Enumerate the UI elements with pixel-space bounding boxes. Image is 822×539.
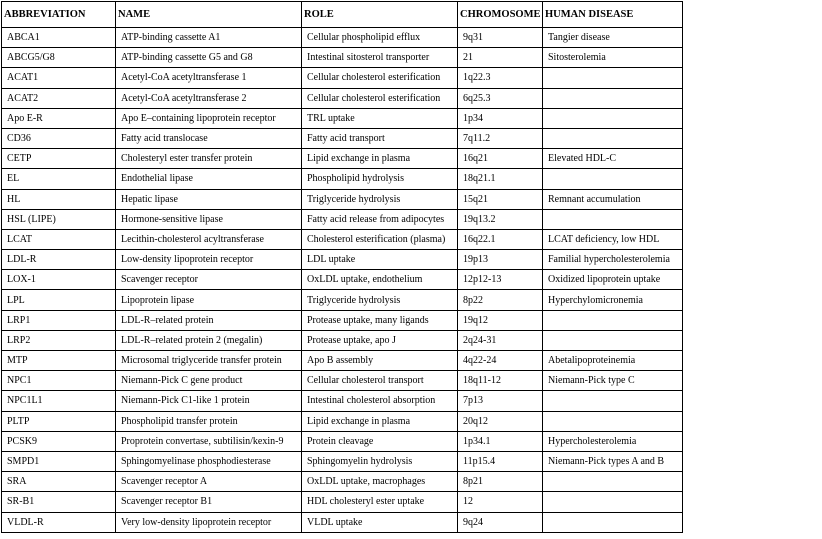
chromosome-cell: 16q22.1 — [458, 229, 543, 249]
table-row — [2, 250, 683, 270]
name-cell: Microsomal triglyceride transfer protein — [116, 351, 302, 371]
abbreviation-cell: HSL (LIPE) — [2, 209, 116, 229]
abbreviation-cell: LPL — [2, 290, 116, 310]
name-cell: LDL-R–related protein 2 (megalin) — [116, 330, 302, 350]
abbreviation-cell: CD36 — [2, 128, 116, 148]
abbreviation-cell: NPC1 — [2, 371, 116, 391]
disease-cell: Abetalipoproteinemia — [543, 351, 683, 371]
disease-cell — [543, 492, 683, 512]
abbreviation-cell: HL — [2, 189, 116, 209]
disease-cell — [543, 108, 683, 128]
name-cell: Apo E–containing lipoprotein receptor — [116, 108, 302, 128]
chromosome-cell: 8p21 — [458, 472, 543, 492]
name-cell: Fatty acid translocase — [116, 128, 302, 148]
disease-cell: Hyperchylomicronemia — [543, 290, 683, 310]
disease-cell: Familial hypercholesterolemia — [543, 250, 683, 270]
table-row — [2, 68, 683, 88]
header-row — [2, 2, 683, 28]
table-row — [2, 330, 683, 350]
role-cell: Cholesterol esterification (plasma) — [302, 229, 458, 249]
role-cell: OxLDL uptake, endothelium — [302, 270, 458, 290]
role-cell: HDL cholesteryl ester uptake — [302, 492, 458, 512]
chromosome-cell: 7p13 — [458, 391, 543, 411]
disease-cell — [543, 411, 683, 431]
abbreviation-cell: LOX-1 — [2, 270, 116, 290]
name-cell: Niemann-Pick C1-like 1 protein — [116, 391, 302, 411]
role-cell: Phospholipid hydrolysis — [302, 169, 458, 189]
abbreviation-cell: ACAT1 — [2, 68, 116, 88]
name-cell: Endothelial lipase — [116, 169, 302, 189]
chromosome-cell: 19p13 — [458, 250, 543, 270]
disease-cell: Elevated HDL-C — [543, 149, 683, 169]
role-cell: Cellular phospholipid efflux — [302, 28, 458, 48]
header-name: NAME — [116, 2, 302, 28]
chromosome-cell: 1p34.1 — [458, 431, 543, 451]
role-cell: Apo B assembly — [302, 351, 458, 371]
header-abbreviation: ABBREVIATION — [2, 2, 116, 28]
chromosome-cell: 20q12 — [458, 411, 543, 431]
chromosome-cell: 1p34 — [458, 108, 543, 128]
role-cell: Sphingomyelin hydrolysis — [302, 451, 458, 471]
chromosome-cell: 7q11.2 — [458, 128, 543, 148]
table-row — [2, 108, 683, 128]
abbreviation-cell: LDL-R — [2, 250, 116, 270]
table-row — [2, 290, 683, 310]
name-cell: ATP-binding cassette G5 and G8 — [116, 48, 302, 68]
role-cell: Lipid exchange in plasma — [302, 411, 458, 431]
chromosome-cell: 12 — [458, 492, 543, 512]
disease-cell: Niemann-Pick type C — [543, 371, 683, 391]
chromosome-cell: 8p22 — [458, 290, 543, 310]
table-row — [2, 229, 683, 249]
role-cell: VLDL uptake — [302, 512, 458, 532]
disease-cell — [543, 169, 683, 189]
role-cell: Fatty acid release from adipocytes — [302, 209, 458, 229]
disease-cell — [543, 391, 683, 411]
table-row — [2, 209, 683, 229]
name-cell: Very low-density lipoprotein receptor — [116, 512, 302, 532]
name-cell: Phospholipid transfer protein — [116, 411, 302, 431]
table-row — [2, 88, 683, 108]
name-cell: Sphingomyelinase phosphodiesterase — [116, 451, 302, 471]
table-row — [2, 411, 683, 431]
disease-cell — [543, 330, 683, 350]
role-cell: Lipid exchange in plasma — [302, 149, 458, 169]
role-cell: Cellular cholesterol esterification — [302, 88, 458, 108]
name-cell: Scavenger receptor B1 — [116, 492, 302, 512]
role-cell: Fatty acid transport — [302, 128, 458, 148]
role-cell: LDL uptake — [302, 250, 458, 270]
table-row — [2, 28, 683, 48]
chromosome-cell: 11p15.4 — [458, 451, 543, 471]
abbreviation-cell: Apo E-R — [2, 108, 116, 128]
table-row — [2, 128, 683, 148]
abbreviation-cell: ACAT2 — [2, 88, 116, 108]
role-cell: Triglyceride hydrolysis — [302, 290, 458, 310]
table-row — [2, 391, 683, 411]
name-cell: Hormone-sensitive lipase — [116, 209, 302, 229]
abbreviation-cell: PLTP — [2, 411, 116, 431]
table-row — [2, 472, 683, 492]
chromosome-cell: 19q12 — [458, 310, 543, 330]
table-row — [2, 48, 683, 68]
role-cell: Intestinal sitosterol transporter — [302, 48, 458, 68]
table-row — [2, 270, 683, 290]
header-human-disease: HUMAN DISEASE — [543, 2, 683, 28]
abbreviation-cell: ABCG5/G8 — [2, 48, 116, 68]
chromosome-cell: 16q21 — [458, 149, 543, 169]
chromosome-cell: 1q22.3 — [458, 68, 543, 88]
chromosome-cell: 18q21.1 — [458, 169, 543, 189]
role-cell: Cellular cholesterol transport — [302, 371, 458, 391]
table-row — [2, 431, 683, 451]
abbreviation-cell: LRP2 — [2, 330, 116, 350]
table-row — [2, 492, 683, 512]
table-row — [2, 451, 683, 471]
abbreviation-cell: LRP1 — [2, 310, 116, 330]
disease-cell — [543, 209, 683, 229]
table-header — [2, 2, 683, 28]
name-cell: Cholesteryl ester transfer protein — [116, 149, 302, 169]
abbreviation-cell: NPC1L1 — [2, 391, 116, 411]
role-cell: Protein cleavage — [302, 431, 458, 451]
abbreviation-cell: SRA — [2, 472, 116, 492]
role-cell: Intestinal cholesterol absorption — [302, 391, 458, 411]
name-cell: Scavenger receptor — [116, 270, 302, 290]
role-cell: TRL uptake — [302, 108, 458, 128]
lipid-gene-table — [1, 1, 683, 533]
header-chromosome: CHROMOSOME — [458, 2, 543, 28]
chromosome-cell: 12p12-13 — [458, 270, 543, 290]
table-row — [2, 310, 683, 330]
disease-cell — [543, 310, 683, 330]
role-cell: Protease uptake, apo J — [302, 330, 458, 350]
chromosome-cell: 2q24-31 — [458, 330, 543, 350]
name-cell: ATP-binding cassette A1 — [116, 28, 302, 48]
abbreviation-cell: PCSK9 — [2, 431, 116, 451]
table-row — [2, 169, 683, 189]
role-cell: OxLDL uptake, macrophages — [302, 472, 458, 492]
table-row — [2, 351, 683, 371]
abbreviation-cell: EL — [2, 169, 116, 189]
table-body — [2, 28, 683, 533]
name-cell: Low-density lipoprotein receptor — [116, 250, 302, 270]
disease-cell — [543, 472, 683, 492]
disease-cell: Oxidized lipoprotein uptake — [543, 270, 683, 290]
disease-cell: Remnant accumulation — [543, 189, 683, 209]
name-cell: Niemann-Pick C gene product — [116, 371, 302, 391]
chromosome-cell: 21 — [458, 48, 543, 68]
name-cell: LDL-R–related protein — [116, 310, 302, 330]
disease-cell: Sitosterolemia — [543, 48, 683, 68]
abbreviation-cell: LCAT — [2, 229, 116, 249]
disease-cell — [543, 68, 683, 88]
abbreviation-cell: ABCA1 — [2, 28, 116, 48]
chromosome-cell: 9q24 — [458, 512, 543, 532]
disease-cell — [543, 512, 683, 532]
name-cell: Acetyl-CoA acetyltransferase 1 — [116, 68, 302, 88]
abbreviation-cell: CETP — [2, 149, 116, 169]
name-cell: Scavenger receptor A — [116, 472, 302, 492]
table-row — [2, 371, 683, 391]
disease-cell: Tangier disease — [543, 28, 683, 48]
table-row — [2, 189, 683, 209]
name-cell: Lecithin-cholesterol acyltransferase — [116, 229, 302, 249]
table-row — [2, 512, 683, 532]
disease-cell: Hypercholesterolemia — [543, 431, 683, 451]
chromosome-cell: 19q13.2 — [458, 209, 543, 229]
disease-cell — [543, 128, 683, 148]
name-cell: Proprotein convertase, subtilisin/kexin-9 — [116, 431, 302, 451]
disease-cell — [543, 88, 683, 108]
disease-cell: Niemann-Pick types A and B — [543, 451, 683, 471]
name-cell: Lipoprotein lipase — [116, 290, 302, 310]
abbreviation-cell: VLDL-R — [2, 512, 116, 532]
disease-cell: LCAT deficiency, low HDL — [543, 229, 683, 249]
role-cell: Triglyceride hydrolysis — [302, 189, 458, 209]
chromosome-cell: 9q31 — [458, 28, 543, 48]
role-cell: Protease uptake, many ligands — [302, 310, 458, 330]
table-row — [2, 149, 683, 169]
abbreviation-cell: MTP — [2, 351, 116, 371]
chromosome-cell: 18q11-12 — [458, 371, 543, 391]
name-cell: Hepatic lipase — [116, 189, 302, 209]
abbreviation-cell: SMPD1 — [2, 451, 116, 471]
role-cell: Cellular cholesterol esterification — [302, 68, 458, 88]
chromosome-cell: 4q22-24 — [458, 351, 543, 371]
chromosome-cell: 15q21 — [458, 189, 543, 209]
name-cell: Acetyl-CoA acetyltransferase 2 — [116, 88, 302, 108]
abbreviation-cell: SR-B1 — [2, 492, 116, 512]
chromosome-cell: 6q25.3 — [458, 88, 543, 108]
header-role: ROLE — [302, 2, 458, 28]
